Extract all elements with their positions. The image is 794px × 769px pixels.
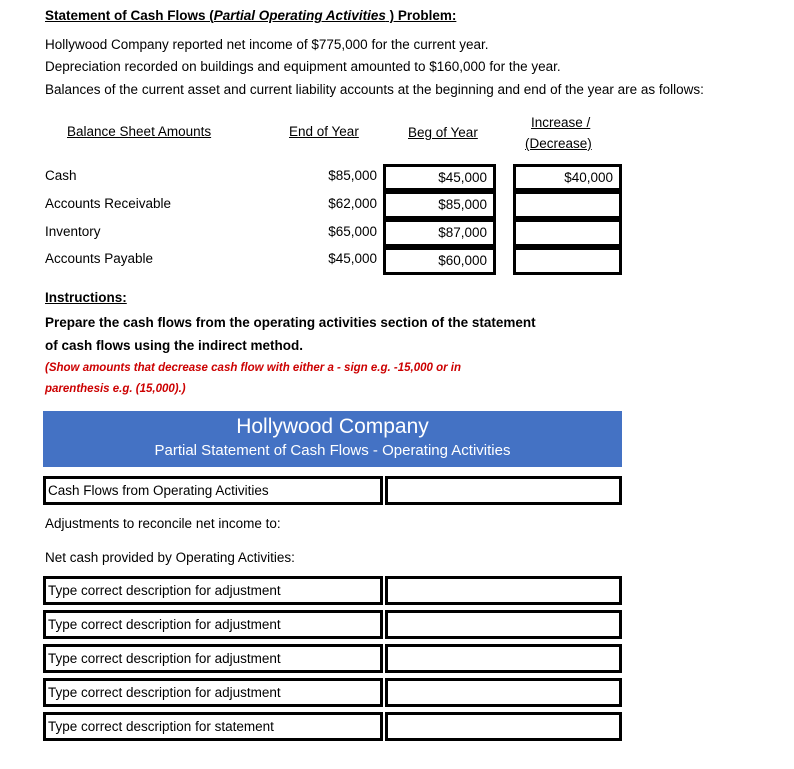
change-input-inventory[interactable]: [513, 219, 622, 247]
description-input-5[interactable]: Type correct description for statement: [43, 712, 383, 741]
problem-title: Statement of Cash Flows (Partial Operating Activities ) Problem:: [45, 8, 457, 23]
description-input-2[interactable]: Type correct description for adjustment: [43, 610, 383, 639]
problem-line-3: Balances of the current asset and current liability accounts at the beginning and end of the year are as follows:: [45, 82, 704, 97]
header-decrease: (Decrease): [525, 136, 592, 151]
row-beg-cell: [383, 247, 496, 275]
row-end-value: $62,000: [328, 196, 377, 211]
amount-input-2[interactable]: [385, 610, 622, 639]
row-end-value: $65,000: [328, 224, 377, 239]
row-label: Accounts Receivable: [45, 196, 172, 211]
statement-subtitle: Partial Statement of Cash Flows - Operating Activities: [154, 442, 511, 459]
section-label-cell: Cash Flows from Operating Activities: [43, 476, 383, 505]
change-input-accounts-payable[interactable]: [513, 247, 622, 275]
instructions-line-1: Prepare the cash flows from the operating activities section of the statement: [45, 315, 536, 330]
row-beg-cell: [383, 164, 496, 191]
amount-input-5[interactable]: [385, 712, 622, 741]
row-beg-value: $45,000: [438, 170, 487, 185]
instructions-note-2: parenthesis e.g. (15,000).): [45, 383, 186, 395]
row-beg-cell: [383, 219, 496, 247]
description-input-1[interactable]: Type correct description for adjustment: [43, 576, 383, 605]
description-input-3[interactable]: Type correct description for adjustment: [43, 644, 383, 673]
problem-line-2: Depreciation recorded on buildings and equipment amounted to $160,000 for the year.: [45, 59, 561, 74]
statement-banner: [43, 411, 622, 467]
change-input-cash[interactable]: [513, 164, 622, 191]
row-beg-value: $85,000: [438, 197, 487, 212]
instructions-note-1: (Show amounts that decrease cash flow with either a - sign e.g. -15,000 or in: [45, 362, 462, 374]
header-end-of-year: End of Year: [289, 124, 359, 139]
problem-line-1: Hollywood Company reported net income of $775,000 for the current year.: [45, 37, 489, 52]
amount-input-1[interactable]: [385, 576, 622, 605]
net-cash-label: Net cash provided by Operating Activities:: [45, 550, 295, 565]
row-beg-cell: [383, 191, 496, 219]
amount-input-3[interactable]: [385, 644, 622, 673]
header-balance-sheet-amounts: Balance Sheet Amounts: [67, 124, 212, 139]
net-income-input[interactable]: [385, 476, 622, 505]
instructions-line-2: of cash flows using the indirect method.: [45, 338, 304, 353]
adjustments-label: Adjustments to reconcile net income to:: [45, 516, 281, 531]
row-beg-value: $87,000: [438, 225, 487, 240]
instructions-heading: Instructions:: [45, 290, 127, 305]
change-input-accounts-receivable[interactable]: [513, 191, 622, 219]
row-end-value: $85,000: [328, 168, 377, 183]
row-label: Accounts Payable: [45, 251, 154, 266]
amount-input-4[interactable]: [385, 678, 622, 707]
row-end-value: $45,000: [328, 251, 377, 266]
company-name: Hollywood Company: [236, 415, 429, 438]
header-increase: Increase /: [531, 115, 591, 130]
row-beg-value: $60,000: [438, 253, 487, 268]
description-input-4[interactable]: Type correct description for adjustment: [43, 678, 383, 707]
row-label: Cash: [45, 168, 77, 183]
header-beg-of-year: Beg of Year: [408, 125, 478, 140]
row-label: Inventory: [45, 224, 101, 239]
row-change-value: $40,000: [564, 170, 613, 185]
